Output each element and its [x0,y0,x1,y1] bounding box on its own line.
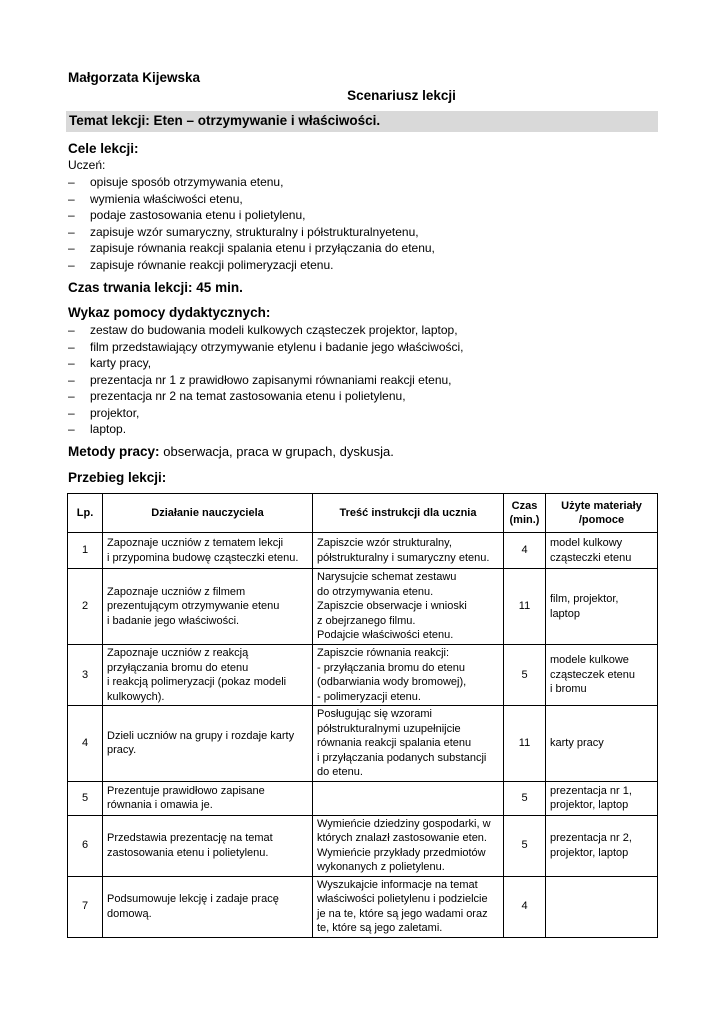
dash-mark: – [68,372,75,387]
cell-teacher [103,645,313,706]
cell-text: Zapiszcie równania reakcji: - przyłączania bromu do etenu (odbarwiania wody bromowej), - polimeryzacji etenu. [317,647,467,703]
cell-text: 11 [518,600,531,613]
header-teacher-action [103,494,313,533]
cell-time [504,781,546,815]
aids-list [68,322,464,438]
cell-text: 5 [521,668,528,681]
dash-mark: – [68,339,75,354]
methods-line [68,444,394,459]
list-item [68,372,464,389]
dash-mark: – [68,175,75,189]
cell-teacher [103,706,313,782]
list-item [68,405,464,422]
cell-lp [68,645,103,706]
lesson-plan-table [67,493,658,938]
cell-text: Prezentuje prawidłowo zapisane równania i omawia je. [107,784,265,811]
cell-text: Dzieli uczniów na grupy i rozdaje karty pracy. [107,729,295,757]
cell-time [504,569,546,645]
cell-text: Narysujcie schemat zestawu do otrzymywania etenu. Zapiszcie obserwacje i wnioski z obejrzanego filmu. Podajcie właściwości etenu. [317,571,467,642]
list-item [68,421,464,438]
dash-mark: – [68,257,75,272]
goals-intro: Uczeń: [68,158,106,172]
goal-text: opisuje sposób otrzymywania etenu, [90,175,284,189]
list-item [68,224,435,241]
cell-text: Podsumowuje lekcję i zadaje pracę domową. [107,893,279,920]
cell-lp [68,876,103,937]
cell-text: modele kulkowe cząsteczek etenu i bromu [550,654,635,696]
cell-text: Posługując się wzorami półstrukturalnymi uzupełnijcie równania reakcji spalania etenu i przyłączania podanych substancji do etenu. [317,708,487,778]
dash-mark: – [68,389,75,403]
dash-mark: – [68,224,75,239]
cell-teacher [103,876,313,937]
cell-text: 3 [81,668,89,681]
cell-time [504,645,546,706]
dash-mark: – [68,356,75,370]
cell-text: 6 [81,839,89,852]
table-row [68,645,658,706]
cell-text: Wymieńcie dziedziny gospodarki, w których znalazł zastosowanie eten. Wymieńcie przykłady przedmiotów wykonanych z polietylenu. [317,817,491,873]
cell-instruction [313,645,504,706]
cell-teacher [103,569,313,645]
list-item [68,240,435,257]
header-time [504,494,546,533]
aid-text: prezentacja nr 2 na temat zastosowania etenu i polietylenu, [90,389,406,403]
cell-instruction [313,781,504,815]
cell-instruction [313,815,504,876]
header-text: Użyte materiały /pomoce [561,499,642,526]
cell-instruction [313,876,504,937]
cell-text: prezentacja nr 1, projektor, laptop [550,784,632,811]
dash-mark: – [68,405,75,420]
goal-text: zapisuje równanie reakcji polimeryzacji etenu. [90,257,334,272]
cell-materials [546,645,658,706]
table-header-row [68,494,658,533]
cell-text: 2 [81,600,89,613]
cell-materials [546,706,658,782]
dash-mark: – [68,191,75,206]
cell-time [504,706,546,782]
cell-materials [546,815,658,876]
goal-text: wymienia właściwości etenu, [90,191,243,206]
goal-text: zapisuje równania reakcji spalania etenu i przyłączania do etenu, [90,241,435,255]
list-item [68,322,464,339]
aid-text: zestaw do budowania modeli kulkowych cząsteczek projektor, laptop, [90,323,458,337]
cell-time [504,815,546,876]
cell-text: 4 [81,737,89,749]
cell-teacher [103,533,313,569]
lesson-topic: Temat lekcji: Eten – otrzymywanie i właściwości. [69,113,381,128]
cell-lp [68,706,103,782]
list-item [68,207,435,224]
cell-text: 5 [81,791,89,804]
header-text: Czas (min.) [509,499,540,526]
list-item [68,355,464,372]
list-item [68,339,464,356]
goals-heading: Cele lekcji: [68,141,139,156]
cell-text: karty pracy [550,737,604,749]
aid-text: projektor, [90,405,140,420]
duration-heading: Czas trwania lekcji: 45 min. [68,280,243,295]
list-item [68,388,464,405]
cell-text: film, projektor, laptop [550,593,619,620]
cell-text: model kulkowy cząsteczki etenu [550,537,632,564]
cell-instruction [313,533,504,569]
cell-text: Zapoznaje uczniów z reakcją przyłączania bromu do etenu i reakcją polimeryzacji (pokaz modeli kulkowych). [107,647,287,703]
cell-text: 7 [81,900,89,913]
cell-text: 5 [521,791,528,804]
table-row [68,706,658,782]
cell-text: 1 [81,544,89,557]
cell-instruction [313,706,504,782]
dash-mark: – [68,323,75,337]
cell-lp [68,781,103,815]
table-row [68,876,658,937]
goals-list [68,174,435,273]
aid-text: film przedstawiający otrzymywanie etylenu i badanie jego właściwości, [90,339,464,354]
cell-lp [68,533,103,569]
aids-heading: Wykaz pomocy dydaktycznych: [68,305,271,320]
cell-teacher [103,815,313,876]
cell-time [504,533,546,569]
goal-text: podaje zastosowania etenu i polietylenu, [90,208,306,222]
header-text: Działanie nauczyciela [151,506,264,519]
cell-text: Przedstawia prezentację na temat zastosowania etenu i polietylenu. [107,832,273,859]
author-name: Małgorzata Kijewska [68,70,201,85]
table-row [68,815,658,876]
cell-text: Zapoznaje uczniów z filmem prezentującym otrzymywanie etenu i badanie jego właściwości. [107,585,280,627]
table-row [68,781,658,815]
header-student-instruction [313,494,504,533]
dash-mark: – [68,208,75,222]
cell-text: 5 [521,839,528,852]
cell-instruction [313,569,504,645]
methods-value: obserwacja, praca w grupach, dyskusja. [163,444,394,459]
cell-time [504,876,546,937]
dash-mark: – [68,241,75,255]
course-heading: Przebieg lekcji: [68,470,167,485]
cell-lp [68,815,103,876]
cell-text: Wyszukajcie informacje na temat właściwości polietylenu i podzielcie je na te, które są jego wadami oraz te, które są jego zaletami. [317,878,488,934]
cell-materials [546,533,658,569]
cell-text: 11 [518,737,531,749]
document-title [0,88,725,103]
cell-materials [546,569,658,645]
document-title-text: Scenariusz lekcji [347,88,456,103]
header-text: Treść instrukcji dla ucznia [339,506,477,519]
list-item [68,257,435,274]
cell-text: 4 [521,900,528,913]
dash-mark: – [68,422,75,436]
header-materials [546,494,658,533]
list-item [68,174,435,191]
header-text: Lp. [76,506,94,519]
aid-text: laptop. [90,422,127,436]
methods-label: Metody pracy: [68,444,160,459]
cell-materials [546,781,658,815]
list-item [68,191,435,208]
table-row [68,533,658,569]
cell-teacher [103,781,313,815]
cell-text: Zapoznaje uczniów z tematem lekcji i przypomina budowę cząsteczki etenu. [107,537,299,564]
aid-text: karty pracy, [90,356,152,370]
cell-text: prezentacja nr 2, projektor, laptop [550,832,632,859]
cell-lp [68,569,103,645]
cell-text: Zapiszcie wzór strukturalny, półstrukturalny i sumaryczny etenu. [317,537,490,564]
table-row [68,569,658,645]
cell-text: 4 [521,544,528,557]
header-lp [68,494,103,533]
aid-text: prezentacja nr 1 z prawidłowo zapisanymi równaniami reakcji etenu, [90,372,452,387]
cell-materials [546,876,658,937]
goal-text: zapisuje wzór sumaryczny, strukturalny i półstrukturalnyetenu, [90,224,419,239]
